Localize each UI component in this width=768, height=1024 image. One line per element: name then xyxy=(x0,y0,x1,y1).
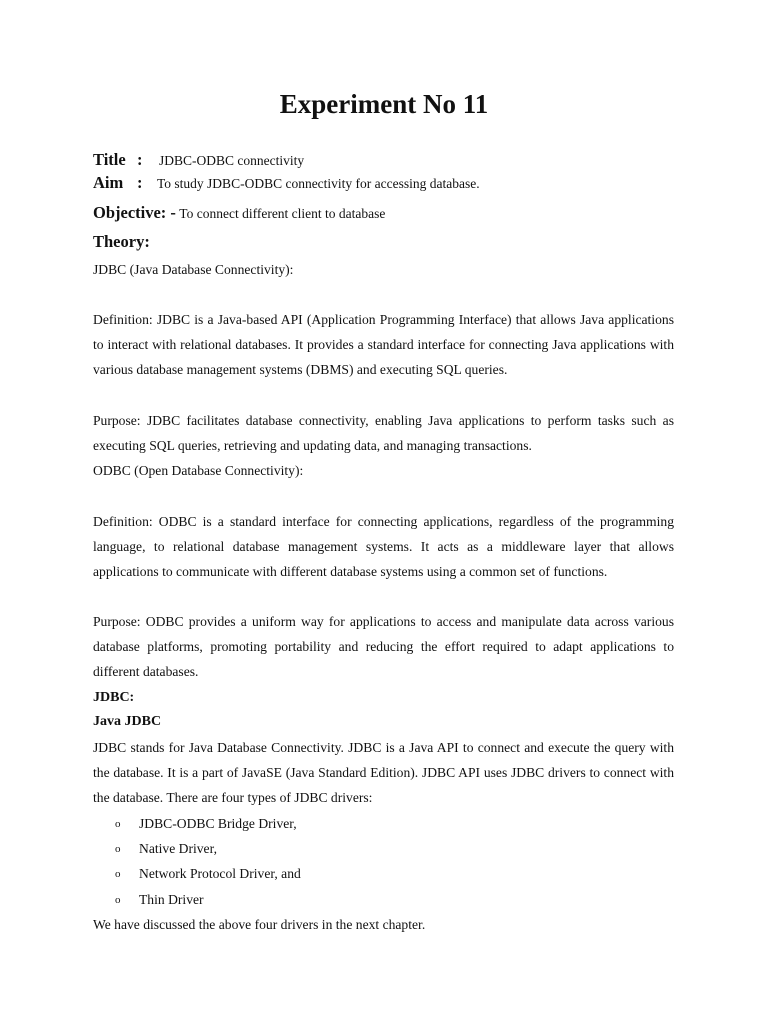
theory-heading: Theory: xyxy=(93,232,150,251)
objective-label: Objective: - xyxy=(93,203,176,222)
title-label: Title xyxy=(93,150,126,169)
bullet-icon: o xyxy=(115,818,121,830)
jdbc-heading: JDBC (Java Database Connectivity): xyxy=(93,262,294,277)
objective-line xyxy=(93,203,385,224)
jdbc-section-heading: JDBC: xyxy=(93,690,135,705)
driver-name: Native Driver, xyxy=(139,841,217,857)
bullet-icon: o xyxy=(115,893,121,906)
bullet-icon: o xyxy=(115,843,121,856)
jdbc-definition: Definition: JDBC is a Java-based API (Application Programming Interface) that allows Java applications to interact with relational databases. It provides a standard interface for connecting Java applications with various database management systems (DBMS) and executing SQL queries. xyxy=(93,312,674,378)
aim-line xyxy=(93,173,480,194)
aim-colon: : xyxy=(137,173,143,192)
page-title: Experiment No 11 xyxy=(279,89,489,119)
java-jdbc-heading: Java JDBC xyxy=(93,714,162,729)
title-line xyxy=(93,150,304,171)
driver-name: JDBC-ODBC Bridge Driver, xyxy=(139,816,297,831)
aim-value: To study JDBC-ODBC connectivity for accessing database. xyxy=(157,176,480,191)
bullet-icon: o xyxy=(115,868,121,881)
odbc-heading: ODBC (Open Database Connectivity): xyxy=(93,463,304,478)
aim-label: Aim xyxy=(93,173,124,192)
odbc-definition: Definition: ODBC is a standard interface for connecting applications, regardless of the programming language, to relational database management systems. It acts as a middleware layer that allows applications to communicate with different database systems using a common set of functions. xyxy=(93,514,674,580)
driver-name: Network Protocol Driver, and xyxy=(139,866,301,882)
jdbc-purpose: Purpose: JDBC facilitates database connectivity, enabling Java applications to perform tasks such as executing SQL queries, retrieving and updating data, and managing transactions. xyxy=(93,413,674,454)
closing-sentence: We have discussed the above four drivers in the next chapter. xyxy=(93,917,426,932)
odbc-purpose: Purpose: ODBC provides a uniform way for applications to access and manipulate data across various database platforms, promoting portability and reducing the effort required to adapt applications to different databases. xyxy=(93,614,674,680)
driver-name: Thin Driver xyxy=(139,891,204,907)
java-jdbc-paragraph: JDBC stands for Java Database Connectivity. JDBC is a Java API to connect and execute the query with the database. It is a part of JavaSE (Java Standard Edition). JDBC API uses JDBC drivers to connect with the database. There are four types of JDBC drivers: xyxy=(93,740,674,806)
objective-value: To connect different client to database xyxy=(179,206,386,221)
title-value: JDBC-ODBC connectivity xyxy=(159,153,305,168)
title-colon: : xyxy=(137,150,143,169)
